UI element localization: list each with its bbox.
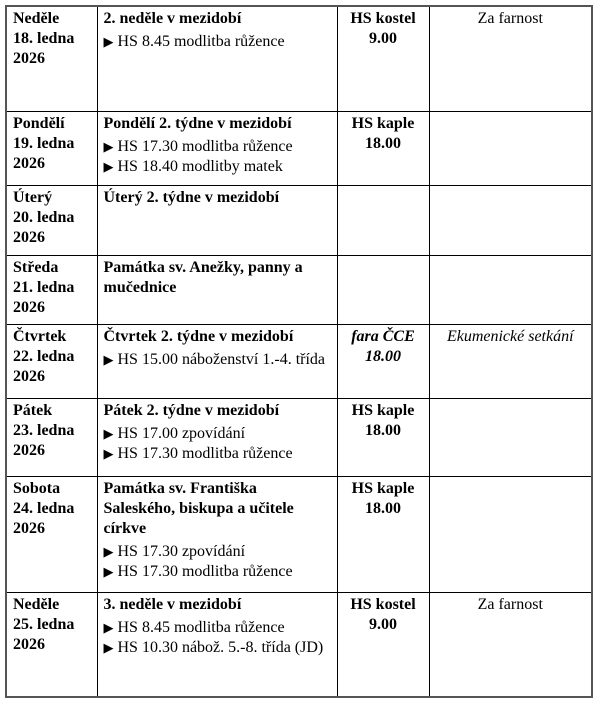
day-year: 2026 [13, 154, 45, 172]
mass-place-cell [337, 6, 429, 111]
mass-intention-cell [429, 592, 592, 697]
liturgy-cell [97, 398, 337, 476]
mass-place-cell [337, 476, 429, 592]
day-day: Sobota [13, 479, 61, 497]
day-date: 23. ledna [13, 421, 75, 439]
liturgical-day-title: Památka sv. Anežky, panny a mučednice [103, 258, 303, 296]
day-date: 25. ledna [13, 615, 75, 633]
mass-time: 18.00 [365, 134, 401, 152]
mass-time: 18.00 [365, 347, 401, 365]
event-item [104, 137, 331, 157]
mass-time: 9.00 [369, 30, 397, 47]
mass-place: HS kaple [351, 479, 415, 497]
day-day: Neděle [13, 595, 60, 613]
day-year: 2026 [13, 367, 45, 385]
liturgy-cell [97, 185, 337, 255]
mass-place-cell [337, 324, 429, 398]
event-item [104, 32, 331, 52]
right-triangle-bullet-icon: ▶ [103, 425, 114, 441]
event-text: HS 17.30 zpovídání [117, 542, 246, 560]
liturgy-cell [97, 324, 337, 398]
day-cell [6, 324, 97, 398]
mass-time: 9.00 [369, 615, 397, 633]
schedule-row [6, 6, 592, 111]
mass-place: HS kaple [351, 401, 415, 419]
liturgical-day-title: Památka sv. Františka Saleského, biskupa a učitele církve [103, 479, 294, 537]
mass-intention: Za farnost [477, 10, 543, 27]
liturgy-cell [97, 476, 337, 592]
liturgical-day-title: 2. neděle v mezidobí [103, 10, 242, 27]
mass-intention-cell [429, 111, 592, 185]
mass-place: HS kostel [350, 10, 416, 27]
mass-place-cell [337, 398, 429, 476]
mass-intention: Ekumenické setkání [446, 327, 574, 345]
mass-place-cell [337, 185, 429, 255]
day-year: 2026 [13, 228, 45, 246]
schedule-row [6, 592, 592, 697]
event-item [104, 542, 331, 562]
mass-intention-cell [429, 398, 592, 476]
event-text: HS 15.00 náboženství 1.-4. třída [117, 350, 326, 368]
liturgical-day-title: Pondělí 2. týdne v mezidobí [103, 114, 292, 132]
schedule-row [6, 324, 592, 398]
right-triangle-bullet-icon: ▶ [103, 158, 114, 174]
right-triangle-bullet-icon: ▶ [103, 34, 114, 49]
day-day: Pátek [13, 401, 53, 419]
right-triangle-bullet-icon: ▶ [103, 619, 114, 635]
mass-time: 18.00 [365, 421, 401, 439]
liturgy-cell [97, 6, 337, 111]
liturgy-cell [97, 111, 337, 185]
event-text: HS 17.30 modlitba růžence [117, 444, 293, 462]
event-text: HS 10.30 nábož. 5.-8. třída (JD) [117, 638, 324, 656]
day-cell [6, 592, 97, 697]
mass-place: HS kaple [351, 114, 415, 132]
liturgical-day-title: 3. neděle v mezidobí [103, 595, 242, 613]
mass-intention-cell [429, 476, 592, 592]
schedule-row [6, 111, 592, 185]
liturgy-cell [97, 592, 337, 697]
right-triangle-bullet-icon: ▶ [103, 445, 114, 461]
liturgical-day-title: Čtvrtek 2. týdne v mezidobí [103, 327, 294, 345]
event-item [104, 618, 331, 638]
mass-intention: Za farnost [477, 595, 543, 613]
day-date: 18. ledna [13, 30, 75, 47]
day-year: 2026 [13, 298, 45, 316]
event-item [104, 350, 331, 370]
schedule-row [6, 398, 592, 476]
mass-intention-cell [429, 6, 592, 111]
event-text: HS 8.45 modlitba růžence [117, 33, 285, 50]
mass-place-cell [337, 592, 429, 697]
day-day: Neděle [13, 10, 60, 27]
schedule-row [6, 185, 592, 255]
day-year: 2026 [13, 50, 45, 67]
day-date: 21. ledna [13, 278, 75, 296]
mass-place-cell [337, 255, 429, 324]
day-cell [6, 6, 97, 111]
day-date: 24. ledna [13, 499, 75, 517]
event-item [104, 562, 331, 582]
liturgy-cell [97, 255, 337, 324]
day-cell [6, 255, 97, 324]
day-day: Čtvrtek [13, 327, 67, 345]
event-text: HS 17.30 modlitba růžence [117, 562, 293, 580]
mass-place: fara ČCE [351, 327, 415, 345]
day-date: 20. ledna [13, 208, 75, 226]
day-date: 22. ledna [13, 347, 75, 365]
right-triangle-bullet-icon: ▶ [103, 563, 114, 579]
event-item [104, 444, 331, 464]
day-day: Pondělí [13, 114, 65, 132]
event-text: HS 17.00 zpovídání [117, 424, 246, 442]
event-item [104, 157, 331, 177]
day-cell [6, 185, 97, 255]
day-cell [6, 476, 97, 592]
event-text: HS 17.30 modlitba růžence [117, 137, 293, 155]
day-day: Středa [13, 258, 59, 276]
day-day: Úterý [13, 188, 53, 206]
schedule-row [6, 476, 592, 592]
day-date: 19. ledna [13, 134, 75, 152]
liturgical-day-title: Pátek 2. týdne v mezidobí [103, 401, 280, 419]
mass-place: HS kostel [350, 595, 416, 613]
right-triangle-bullet-icon: ▶ [103, 351, 114, 367]
day-cell [6, 111, 97, 185]
liturgical-day-title: Úterý 2. týdne v mezidobí [103, 188, 280, 206]
mass-intention-cell [429, 255, 592, 324]
right-triangle-bullet-icon: ▶ [103, 138, 114, 154]
day-cell [6, 398, 97, 476]
mass-intention-cell [429, 185, 592, 255]
event-text: HS 18.40 modlitby matek [117, 157, 283, 175]
mass-time: 18.00 [365, 499, 401, 517]
day-year: 2026 [13, 519, 45, 537]
day-year: 2026 [13, 635, 45, 653]
right-triangle-bullet-icon: ▶ [103, 639, 114, 655]
right-triangle-bullet-icon: ▶ [103, 543, 114, 559]
event-item [104, 424, 331, 444]
day-year: 2026 [13, 441, 45, 459]
mass-intention-cell [429, 324, 592, 398]
weekly-schedule-table [5, 5, 593, 698]
event-text: HS 8.45 modlitba růžence [117, 618, 285, 636]
event-item [104, 638, 331, 658]
mass-place-cell [337, 111, 429, 185]
schedule-row [6, 255, 592, 324]
